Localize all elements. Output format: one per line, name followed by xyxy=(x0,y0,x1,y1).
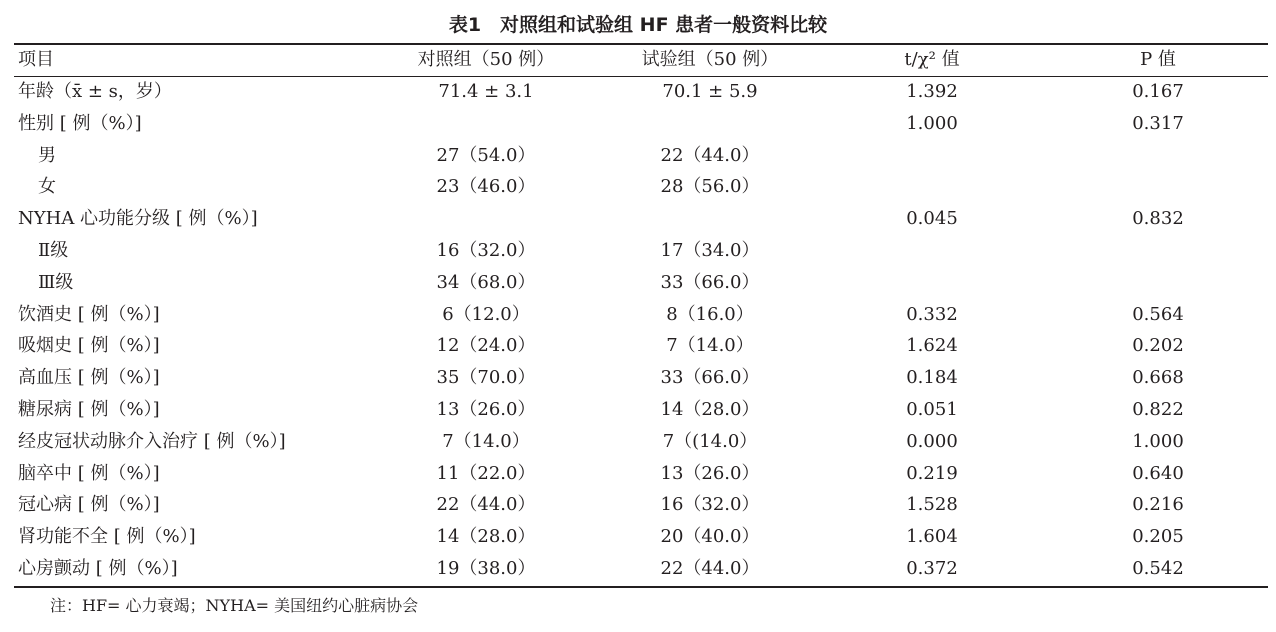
statistic-value: 0.045 xyxy=(906,208,958,230)
header-test-group: 试验组（50 例） xyxy=(641,49,779,70)
control-value: 19（38.0） xyxy=(436,558,536,579)
table-header-row xyxy=(0,44,1276,76)
row-label: 肾功能不全 [ 例（%）] xyxy=(18,526,196,548)
statistic-value: 1.624 xyxy=(906,335,958,357)
p-value: 0.216 xyxy=(1132,494,1184,516)
control-value: 14（28.0） xyxy=(436,526,536,548)
test-value: 7（(14.0） xyxy=(662,430,758,452)
test-value: 13（26.0） xyxy=(660,462,760,484)
header-control-group: 对照组（50 例） xyxy=(417,49,555,70)
row-label: 脑卒中 [ 例（%）] xyxy=(18,462,160,484)
control-value: 6（12.0） xyxy=(442,303,530,325)
test-value: 33（66.0） xyxy=(660,367,760,389)
row-label: 饮酒史 [ 例（%）] xyxy=(18,303,160,325)
table-note: 注：HF= 心力衰竭；NYHA= 美国纽约心脏病协会 xyxy=(50,596,419,615)
test-value: 20（40.0） xyxy=(660,526,760,548)
test-value: 22（44.0） xyxy=(660,558,760,579)
control-value: 16（32.0） xyxy=(436,240,536,261)
control-value: 22（44.0） xyxy=(436,494,536,516)
control-value: 34（68.0） xyxy=(436,271,536,293)
test-value: 28（56.0） xyxy=(660,176,760,198)
table-row xyxy=(0,140,1276,172)
statistic-value: 1.528 xyxy=(906,494,958,516)
control-value: 7（14.0） xyxy=(442,430,530,452)
row-label: 心房颤动 [ 例（%）] xyxy=(18,558,178,579)
p-value: 0.167 xyxy=(1132,81,1184,102)
statistic-value: 0.051 xyxy=(906,399,958,420)
header-item: 项目 xyxy=(18,49,54,70)
statistic-value: 0.372 xyxy=(906,558,958,579)
table-title: 表1 对照组和试验组 HF 患者一般资料比较 xyxy=(448,14,828,36)
header-p-value: P 值 xyxy=(1140,49,1176,70)
table-row xyxy=(0,203,1276,235)
test-value: 7（14.0） xyxy=(666,335,754,357)
table-row xyxy=(0,235,1276,267)
table-row xyxy=(0,330,1276,362)
test-value: 70.1 ± 5.9 xyxy=(662,81,758,102)
row-label: Ⅲ级 xyxy=(38,271,74,293)
row-label: 吸烟史 [ 例（%）] xyxy=(18,335,160,357)
p-value: 0.822 xyxy=(1132,399,1184,420)
row-label: 男 xyxy=(38,144,56,166)
table-row xyxy=(0,267,1276,299)
test-value: 17（34.0） xyxy=(660,240,760,261)
control-value: 71.4 ± 3.1 xyxy=(438,81,534,102)
row-label: 年龄（x̄ ± s，岁） xyxy=(18,81,172,102)
table-row xyxy=(0,426,1276,458)
row-label: 糖尿病 [ 例（%）] xyxy=(18,399,160,420)
control-value: 13（26.0） xyxy=(436,399,536,420)
table-row xyxy=(0,521,1276,553)
bottom-rule xyxy=(14,586,1268,588)
header-statistic: t/χ² 值 xyxy=(904,49,960,70)
statistic-value: 0.219 xyxy=(906,462,958,484)
p-value: 0.832 xyxy=(1132,208,1184,230)
test-value: 16（32.0） xyxy=(660,494,760,516)
row-label: 经皮冠状动脉介入治疗 [ 例（%）] xyxy=(18,430,286,452)
p-value: 0.564 xyxy=(1132,303,1184,325)
test-value: 14（28.0） xyxy=(660,399,760,420)
p-value: 1.000 xyxy=(1132,430,1184,452)
test-value: 8（16.0） xyxy=(666,303,754,325)
control-value: 11（22.0） xyxy=(436,462,536,484)
row-label: 女 xyxy=(38,176,56,198)
p-value: 0.668 xyxy=(1132,367,1184,389)
p-value: 0.317 xyxy=(1132,112,1184,134)
statistic-value: 0.000 xyxy=(906,430,958,452)
p-value: 0.640 xyxy=(1132,462,1184,484)
table-row xyxy=(0,489,1276,521)
row-label: Ⅱ级 xyxy=(38,240,69,261)
statistic-value: 0.184 xyxy=(906,367,958,389)
table-row xyxy=(0,394,1276,426)
statistic-value: 1.604 xyxy=(906,526,958,548)
control-value: 12（24.0） xyxy=(436,335,536,357)
statistic-value: 1.000 xyxy=(906,112,958,134)
test-value: 33（66.0） xyxy=(660,271,760,293)
control-value: 23（46.0） xyxy=(436,176,536,198)
statistic-value: 1.392 xyxy=(906,81,958,102)
p-value: 0.542 xyxy=(1132,558,1184,579)
row-label: 高血压 [ 例（%）] xyxy=(18,367,160,389)
table-row xyxy=(0,299,1276,331)
row-label: NYHA 心功能分级 [ 例（%）] xyxy=(18,208,258,230)
table-row xyxy=(0,76,1276,108)
p-value: 0.205 xyxy=(1132,526,1184,548)
control-value: 27（54.0） xyxy=(436,144,536,166)
control-value: 35（70.0） xyxy=(436,367,536,389)
p-value: 0.202 xyxy=(1132,335,1184,357)
row-label: 性别 [ 例（%）] xyxy=(18,112,142,134)
test-value: 22（44.0） xyxy=(660,144,760,166)
table-row xyxy=(0,171,1276,203)
table-row xyxy=(0,553,1276,585)
statistic-value: 0.332 xyxy=(906,303,958,325)
row-label: 冠心病 [ 例（%）] xyxy=(18,494,160,516)
table-row xyxy=(0,362,1276,394)
table-row xyxy=(0,458,1276,490)
table-row xyxy=(0,108,1276,140)
